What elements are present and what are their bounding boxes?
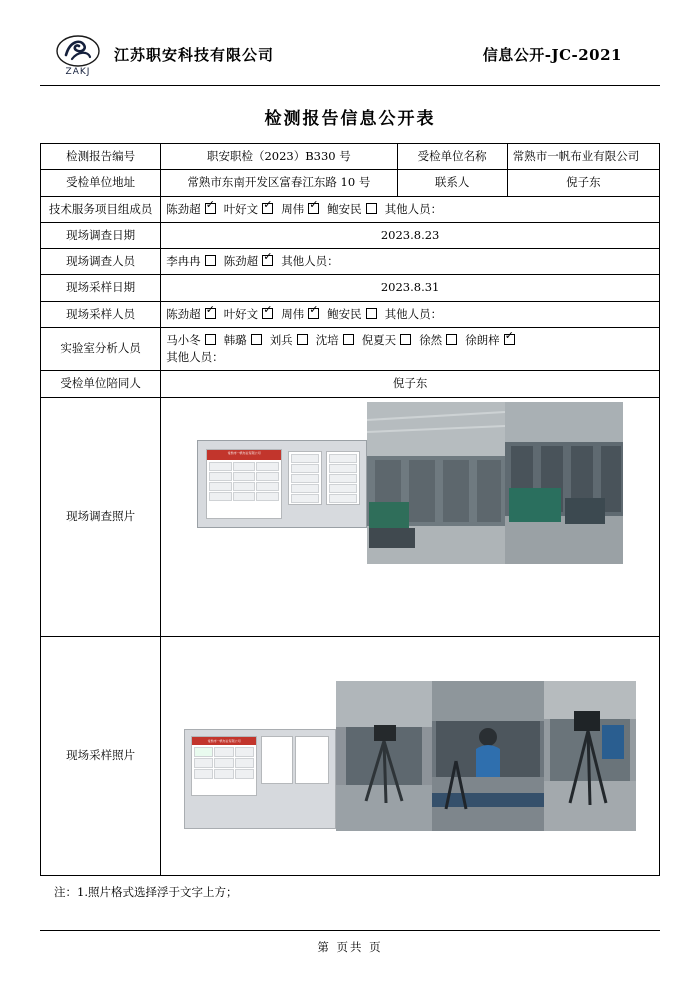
checkbox[interactable] (251, 334, 262, 345)
person-name: 马小冬 (166, 332, 201, 347)
table-row (41, 275, 660, 301)
table-row (41, 222, 660, 248)
team-member-2 (281, 201, 320, 218)
footnote: 注：1.照片格式选择浮于文字上方； (54, 884, 238, 899)
checkbox[interactable] (205, 203, 216, 214)
survey-photo-label: 现场调查照片 (41, 397, 161, 636)
sample-date-value: 2023.8.31 (161, 275, 660, 301)
team-member-1 (224, 201, 275, 218)
client-addr-value: 常熟市东南开发区富春江东路 10 号 (161, 170, 397, 196)
report-no-label: 检测报告编号 (41, 144, 161, 170)
company-name: 江苏职安科技有限公司 (114, 46, 275, 64)
sample-photo-group (166, 641, 654, 871)
person-name: 叶好文 (223, 306, 259, 321)
survey-date-value: 2023.8.23 (161, 222, 660, 248)
sample-photo-label: 现场采样照片 (41, 636, 161, 875)
lab-persons-cell (161, 327, 660, 371)
brand (50, 33, 274, 77)
person-name: 周伟 (281, 306, 305, 321)
contact-value: 倪子东 (507, 170, 659, 196)
company-logo-icon (50, 33, 106, 77)
survey-person-label: 现场调查人员 (41, 249, 161, 275)
person-name: 沈培 (315, 332, 339, 347)
lab-person-3 (316, 332, 355, 349)
survey-date-label: 现场调查日期 (41, 222, 161, 248)
team-member-0 (166, 201, 217, 218)
sample-person-label: 现场采样人员 (41, 301, 161, 327)
checkbox[interactable] (262, 308, 273, 319)
person-name: 李冉冉 (166, 254, 201, 268)
report-info-table (40, 143, 660, 876)
checkbox[interactable] (308, 203, 319, 214)
page-title: 检测报告信息公开表 (264, 109, 436, 129)
sample-person-1 (224, 306, 275, 323)
board-title-text: 常熟市一帆布业有限公司 (207, 450, 281, 460)
person-name: 陈劲超 (166, 201, 201, 216)
sample-date-label: 现场采样日期 (41, 275, 161, 301)
checkbox[interactable] (504, 334, 515, 345)
survey-persons-cell (161, 249, 660, 275)
report-no-value: 职安职检（2023）B330 号 (161, 144, 397, 170)
sample-photo-tripod-2 (544, 681, 636, 831)
sample-person-2 (281, 306, 320, 323)
table-row (41, 371, 660, 397)
client-name-label: 受检单位名称 (397, 144, 507, 170)
checkbox[interactable] (205, 255, 216, 266)
table-row (41, 144, 660, 170)
table-row (41, 397, 660, 636)
table-row (41, 170, 660, 196)
table-row (41, 249, 660, 275)
survey-photo-group (166, 402, 654, 632)
page-header (40, 30, 660, 86)
lab-person-6 (465, 332, 516, 349)
person-name: 韩璐 (223, 332, 247, 347)
survey-photo-workshop (367, 402, 505, 564)
sample-persons-cell (161, 301, 660, 327)
sample-other-label: 其他人员： (384, 306, 443, 321)
sample-photo-operator (432, 681, 544, 831)
survey-photo-equipment (505, 402, 623, 564)
checkbox[interactable] (366, 308, 377, 319)
checkbox[interactable] (308, 308, 319, 319)
team-members-cell (161, 196, 660, 222)
sample-person-0 (166, 306, 217, 323)
checkbox[interactable] (343, 334, 354, 345)
client-addr-label: 受检单位地址 (41, 170, 161, 196)
team-label: 技术服务项目组成员 (41, 196, 161, 222)
client-name-value: 常熟市一帆布业有限公司 (507, 144, 659, 170)
sample-photo-cell (161, 636, 660, 875)
person-name: 徐然 (419, 332, 443, 347)
checkbox[interactable] (205, 308, 216, 319)
sample-person-3 (327, 306, 378, 323)
person-name: 鲍安民 (327, 201, 362, 216)
lab-person-2 (270, 332, 309, 349)
sample-photo-tripod-1 (336, 681, 432, 831)
accompany-label: 受检单位陪同人 (41, 371, 161, 397)
svg-text:ZAKJ: ZAKJ (65, 66, 91, 77)
checkbox[interactable] (262, 255, 273, 266)
team-member-3 (327, 201, 378, 218)
lab-other-label: 其他人员： (166, 350, 224, 364)
survey-photo-cell (161, 397, 660, 636)
lab-person-label: 实验室分析人员 (41, 327, 161, 371)
person-name: 叶好文 (223, 201, 259, 216)
survey-person-0 (166, 253, 217, 270)
person-name: 陈劲超 (223, 254, 259, 268)
sample-board-title-text: 常熟市一帆布业有限公司 (192, 737, 256, 745)
person-name: 陈劲超 (166, 306, 201, 321)
checkbox[interactable] (205, 334, 216, 345)
survey-person-1 (224, 253, 275, 270)
lab-person-1 (224, 332, 263, 349)
person-name: 徐朗梓 (465, 332, 500, 347)
survey-other-label: 其他人员： (281, 254, 339, 268)
lab-person-4 (362, 332, 413, 349)
table-row (41, 327, 660, 371)
lab-person-5 (419, 332, 458, 349)
contact-label: 联系人 (397, 170, 507, 196)
table-row (41, 636, 660, 875)
survey-photo-noticeboard (197, 440, 367, 528)
person-name: 倪夏天 (361, 332, 397, 347)
table-row (41, 301, 660, 327)
checkbox[interactable] (400, 334, 411, 345)
document-code: 信息公开-JC-2021 (482, 46, 622, 64)
person-name: 刘兵 (269, 332, 293, 347)
page-footer: 第 页共 页 (40, 930, 660, 955)
checkbox[interactable] (297, 334, 308, 345)
table-row (41, 196, 660, 222)
checkbox[interactable] (262, 203, 273, 214)
team-other-label: 其他人员： (384, 201, 443, 216)
checkbox[interactable] (446, 334, 457, 345)
accompany-value: 倪子东 (161, 371, 660, 397)
person-name: 鲍安民 (327, 306, 362, 321)
lab-person-0 (166, 332, 217, 349)
checkbox[interactable] (366, 203, 377, 214)
person-name: 周伟 (281, 201, 305, 216)
sample-photo-noticeboard (184, 729, 336, 829)
